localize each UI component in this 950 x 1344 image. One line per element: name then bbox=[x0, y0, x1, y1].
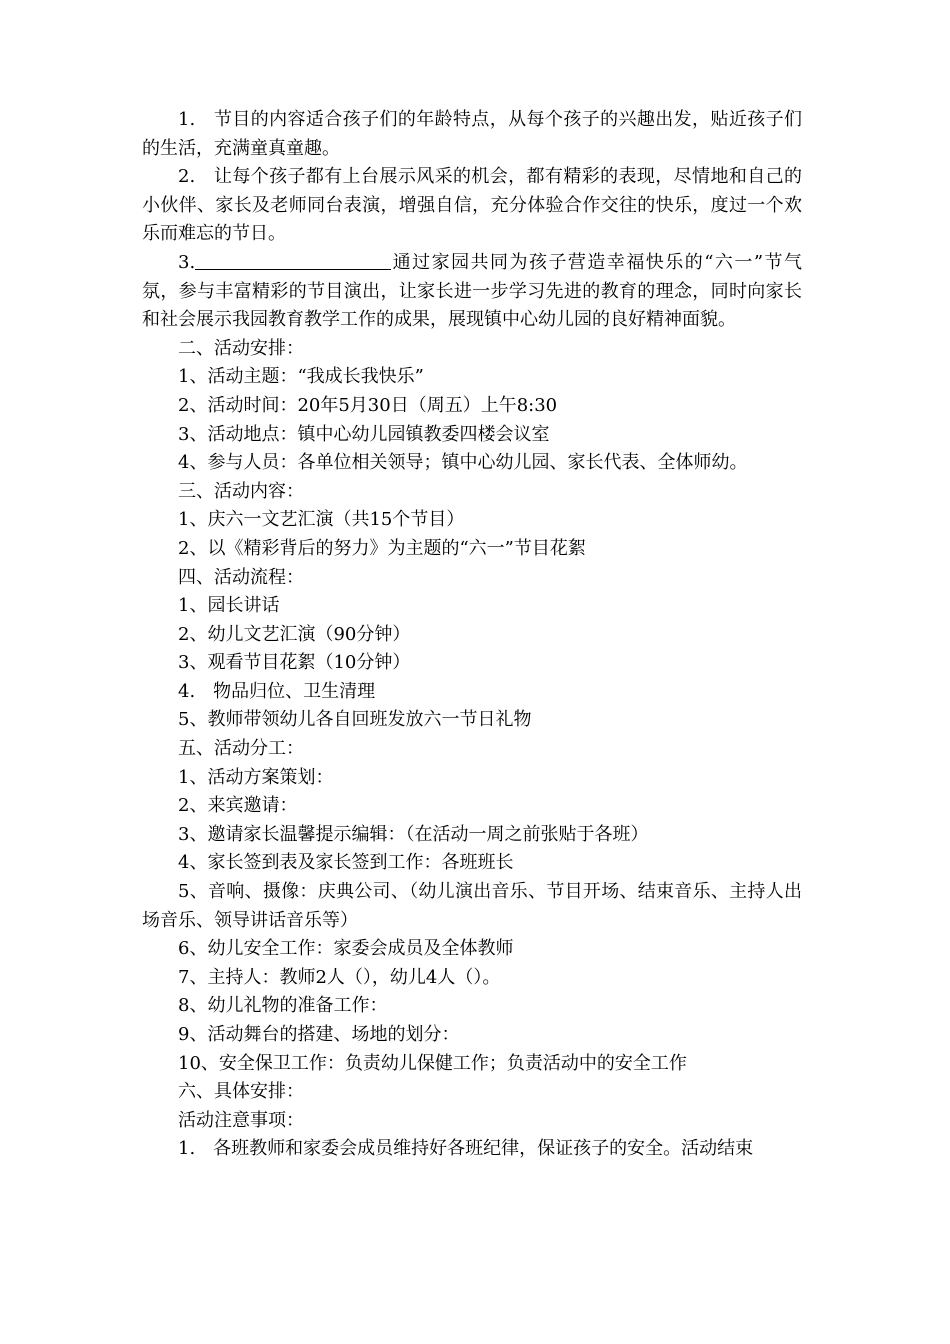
paragraph-goal-2: 2. 让每个孩子都有上台展示风采的机会，都有精彩的表现，尽情地和自己的小伙伴、家长及老师同台表演，增强自信，充分体验合作交往的快乐，度过一个欢乐而难忘的节日。 bbox=[142, 166, 802, 245]
goal-3-number: 3. bbox=[178, 251, 196, 273]
line-item: 5、教师带领幼儿各自回班发放六一节日礼物 bbox=[178, 709, 532, 731]
document-body bbox=[142, 106, 802, 1164]
line-item: 二、活动安排： bbox=[178, 337, 304, 359]
line-item: 2、来宾邀请： bbox=[178, 795, 298, 817]
paragraph-goal-1: 1. 节目的内容适合孩子们的年龄特点，从每个孩子的兴趣出发，贴近孩子们的生活，充满童真童趣。 bbox=[142, 109, 802, 159]
line-item: 五、活动分工： bbox=[178, 738, 304, 760]
paragraph-last: 1. 各班教师和家委会成员维持好各班纪律，保证孩子的安全。活动结束 bbox=[178, 1138, 754, 1160]
line-item: 3、活动地点：镇中心幼儿园镇教委四楼会议室 bbox=[178, 423, 550, 445]
paragraph-goal-3 bbox=[142, 249, 802, 335]
line-item: 活动注意事项： bbox=[178, 1109, 304, 1131]
line-item: 3、观看节目花絮（10分钟） bbox=[178, 652, 411, 674]
line-item: 2、幼儿文艺汇演（90分钟） bbox=[178, 623, 411, 645]
line-item: 7、主持人：教师2人（），幼儿4人（）。 bbox=[178, 966, 501, 988]
line-item: 2、以《精彩背后的努力》为主题的“六一”节目花絮 bbox=[178, 537, 586, 559]
line-item: 6、幼儿安全工作：家委会成员及全体教师 bbox=[178, 938, 514, 960]
line-item: 2、活动时间：20年5月30日（周五）上午8:30 bbox=[178, 394, 558, 416]
line-item: 3、邀请家长温馨提示编辑：（在活动一周之前张贴于各班） bbox=[178, 823, 649, 845]
line-item: 8、幼儿礼物的准备工作： bbox=[178, 995, 388, 1017]
blank-underline bbox=[195, 251, 391, 270]
line-item: 4、参与人员：各单位相关领导；镇中心幼儿园、家长代表、全体师幼。 bbox=[178, 452, 748, 474]
line-item: 1、庆六一文艺汇演（共15个节目） bbox=[178, 509, 465, 531]
line-item: 4. 物品归位、卫生清理 bbox=[178, 680, 376, 702]
paragraph-sound: 5、音响、摄像：庆典公司、（幼儿演出音乐、节目开场、结束音乐、主持人出场音乐、领导讲话音乐等） bbox=[142, 881, 802, 931]
line-item: 1、园长讲话 bbox=[178, 595, 280, 617]
line-item: 四、活动流程： bbox=[178, 566, 304, 588]
line-item: 1、活动主题：“我成长我快乐” bbox=[178, 366, 424, 388]
line-item: 1、活动方案策划： bbox=[178, 766, 334, 788]
goal-3-text: 通过家园共同为孩子营造幸福快乐的“六一”节气氛，参与丰富精彩的节目演出，让家长进一步学习先进的教育的理念，同时向家长和社会展示我园教育教学工作的成果，展现镇中心幼儿园的良好精神面貌。 bbox=[142, 251, 802, 331]
line-item: 10、安全保卫工作：负责幼儿保健工作；负责活动中的安全工作 bbox=[178, 1052, 687, 1074]
line-item: 9、活动舞台的搭建、场地的划分： bbox=[178, 1024, 460, 1045]
line-item: 三、活动内容： bbox=[178, 480, 304, 502]
line-item: 六、具体安排： bbox=[178, 1081, 304, 1103]
line-item: 4、家长签到表及家长签到工作：各班班长 bbox=[178, 852, 514, 874]
